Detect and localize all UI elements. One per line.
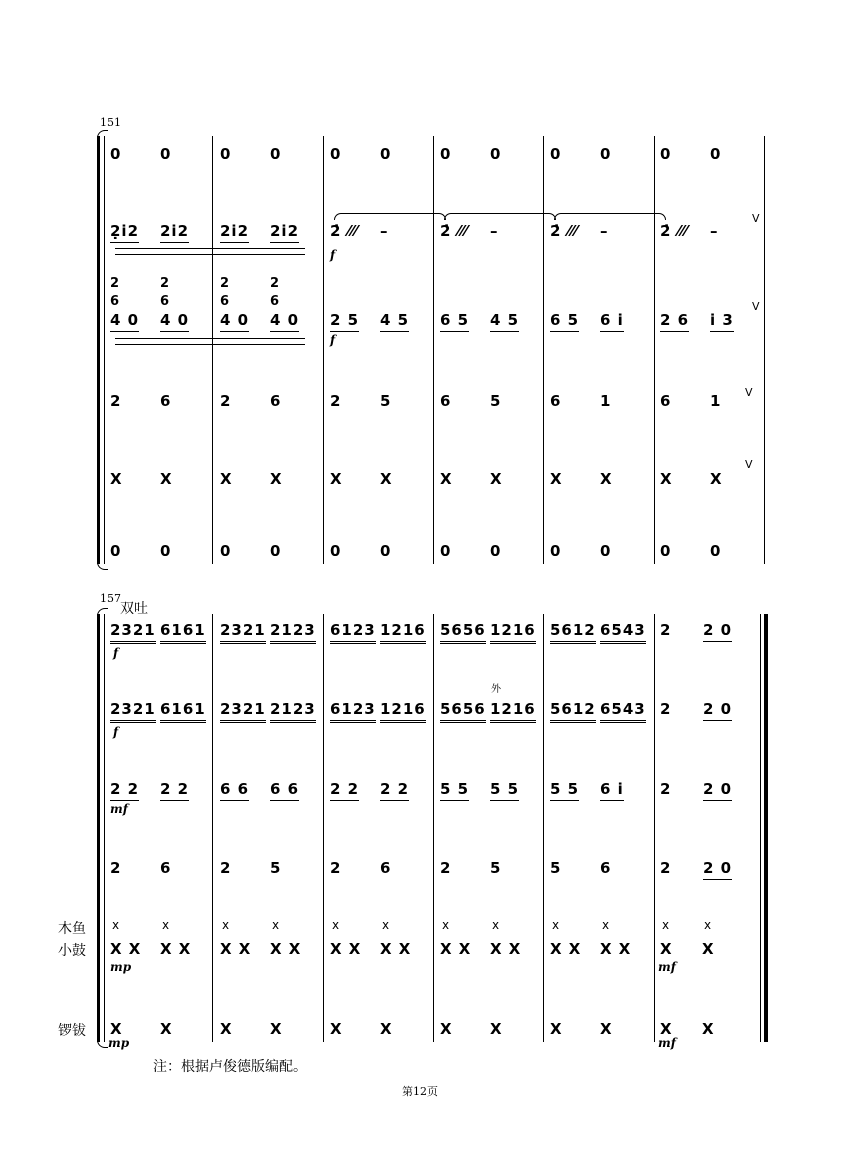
note: 2 (110, 859, 122, 877)
hairpin-line (115, 344, 305, 345)
percussion-hit: X X (380, 940, 412, 958)
s1-barline-2 (323, 136, 324, 564)
note-group: 2 0 (703, 859, 732, 880)
percussion-hit: X (702, 1020, 715, 1038)
note-group: 2 0 (703, 780, 732, 801)
percussion-hit: X (660, 940, 673, 958)
note: 2 (330, 392, 342, 410)
note-group: 1216 (490, 700, 536, 723)
percussion-hit: X (330, 1020, 343, 1038)
technique-mark: 外 (491, 684, 501, 695)
note-group: 2 2 (160, 780, 189, 801)
note: 6 (160, 392, 172, 410)
dynamic-mark: mf (658, 960, 676, 974)
note-group: 6123 (330, 621, 376, 644)
note: 6 (440, 392, 452, 410)
percussion-hit: x (492, 918, 501, 932)
note-group: 2i2 (160, 222, 189, 243)
s2-barline-3 (433, 614, 434, 1042)
page-number: 第12页 (402, 1085, 438, 1098)
note-group: 4 0 (270, 311, 299, 332)
note-group: 2321 (110, 621, 156, 644)
note-group: 2i2 (270, 222, 299, 243)
percussion-hit: X X (110, 940, 142, 958)
chord-mid: 6 (270, 294, 281, 309)
percussion-hit: X X (440, 940, 472, 958)
note: 6 (380, 859, 392, 877)
percussion-hit: x (272, 918, 281, 932)
dynamic-mark: mf (110, 802, 128, 816)
s1-barline-5 (654, 136, 655, 564)
percussion-hit: x (552, 918, 561, 932)
note: 6 (600, 859, 612, 877)
note-group: 4 5 (380, 311, 409, 332)
note: 0 (220, 145, 232, 163)
dynamic-mark: mp (108, 1036, 130, 1050)
tremolo-note: 2̇ ⁄⁄⁄ (660, 222, 689, 240)
percussion-hit: X X (270, 940, 302, 958)
dynamic-mark: f (113, 725, 119, 739)
tie-arc (444, 213, 556, 220)
note: 0 (110, 542, 122, 560)
note-group: 6123 (330, 700, 376, 723)
hairpin-line (115, 254, 305, 255)
percussion-hit: X X (220, 940, 252, 958)
note: 5 (490, 392, 502, 410)
percussion-hit: X (160, 1020, 173, 1038)
note-group: 2123 (270, 621, 316, 644)
note: 1 (600, 392, 612, 410)
note: 2 (660, 621, 672, 639)
dynamic-mark: f (113, 646, 119, 660)
percussion-hit: X (490, 470, 503, 488)
note-group: 6543 (600, 700, 646, 723)
note: 0 (710, 542, 722, 560)
note: 5 (550, 859, 562, 877)
instrument-label-luobo: 锣钹 (58, 1023, 86, 1039)
chord-mid: 6 (110, 294, 121, 309)
note: 2 (660, 780, 672, 798)
note: 0 (380, 542, 392, 560)
percussion-hit: x (662, 918, 671, 932)
note-group: 6 5 (550, 311, 579, 332)
s1-barline-3 (433, 136, 434, 564)
note-group: 6 i (600, 311, 624, 332)
percussion-hit: X X (160, 940, 192, 958)
instrument-label-muyu: 木鱼 (58, 921, 86, 937)
note: 5 (270, 859, 282, 877)
percussion-hit: X (660, 470, 673, 488)
system1-left-line (104, 136, 105, 564)
percussion-hit: X (270, 470, 283, 488)
s2-barline-1 (212, 614, 213, 1042)
note: 0 (490, 145, 502, 163)
percussion-hit: X X (490, 940, 522, 958)
system1-bracket (97, 136, 100, 564)
note: 2 (220, 859, 232, 877)
hold-dash: – (490, 222, 499, 240)
note-group: 2321 (220, 700, 266, 723)
hairpin-line (115, 338, 305, 339)
note: 0 (380, 145, 392, 163)
note-group: 5656 (440, 700, 486, 723)
note-group: 1216 (380, 621, 426, 644)
percussion-hit: x (332, 918, 341, 932)
note: 0 (440, 542, 452, 560)
percussion-hit: x (602, 918, 611, 932)
percussion-hit: X (600, 1020, 613, 1038)
percussion-hit: x (162, 918, 171, 932)
note-group: 2 6 (660, 311, 689, 332)
percussion-hit: X (380, 470, 393, 488)
note-group: 4 0 (110, 311, 139, 332)
percussion-hit: X (550, 1020, 563, 1038)
percussion-hit: X X (550, 940, 582, 958)
note: 2 (660, 859, 672, 877)
note: 6 (660, 392, 672, 410)
dynamic-mark: f (330, 248, 336, 262)
note-group: 2 0 (703, 700, 732, 721)
percussion-hit: x (442, 918, 451, 932)
note-group: 6543 (600, 621, 646, 644)
note-group: 2123 (270, 700, 316, 723)
note-group: 6 6 (270, 780, 299, 801)
breath-mark: V (745, 386, 753, 399)
note: 0 (330, 145, 342, 163)
note: 0 (660, 145, 672, 163)
note-group: 2321 (220, 621, 266, 644)
note: 0 (330, 542, 342, 560)
technique-label: 双吐 (120, 601, 148, 617)
chord-top: 2 (110, 276, 121, 291)
dynamic-mark: mp (110, 960, 132, 974)
note: 0 (270, 145, 282, 163)
note: 0 (270, 542, 282, 560)
percussion-hit: X (660, 1020, 673, 1038)
note-group: 6161 (160, 621, 206, 644)
note: 6 (160, 859, 172, 877)
percussion-hit: X (110, 470, 123, 488)
percussion-hit: X X (330, 940, 362, 958)
tie-arc (334, 213, 446, 220)
note-group: 5612 (550, 621, 596, 644)
chord-top: 2 (220, 276, 231, 291)
note: 2 (220, 392, 232, 410)
measure-number-151: 151 (100, 116, 121, 129)
note-group: 4 0 (160, 311, 189, 332)
system2-left-line (104, 614, 105, 1042)
percussion-hit: X (160, 470, 173, 488)
s2-barline-5 (654, 614, 655, 1042)
note: 2 (110, 392, 122, 410)
percussion-hit: x (222, 918, 231, 932)
note-group: i 3 (710, 311, 734, 332)
chord-top: 2 (270, 276, 281, 291)
percussion-hit: X (110, 1020, 123, 1038)
chord-mid: 6 (160, 294, 171, 309)
note-group: 6 5 (440, 311, 469, 332)
percussion-hit: X (440, 1020, 453, 1038)
tie-arc (554, 213, 666, 220)
note-group: 5 5 (550, 780, 579, 801)
breath-mark: V (752, 212, 760, 225)
note-group: 5 5 (490, 780, 519, 801)
percussion-hit: X (490, 1020, 503, 1038)
s2-barline-2 (323, 614, 324, 1042)
note-group: 2 2 (330, 780, 359, 801)
note-group: 2̣i2 (110, 222, 139, 243)
s1-barline-6 (764, 136, 765, 564)
percussion-hit: X (600, 470, 613, 488)
percussion-hit: X (440, 470, 453, 488)
note: 0 (160, 145, 172, 163)
percussion-hit: x (382, 918, 391, 932)
note: 2 (330, 859, 342, 877)
note-group: 2321 (110, 700, 156, 723)
note-group: 1216 (490, 621, 536, 644)
note: 0 (600, 542, 612, 560)
s1-barline-4 (543, 136, 544, 564)
note: 0 (710, 145, 722, 163)
note: 0 (660, 542, 672, 560)
note-group: 2 5 (330, 311, 359, 332)
percussion-hit: X (220, 470, 233, 488)
note: 0 (600, 145, 612, 163)
tremolo-note: 2̇ ⁄⁄⁄ (330, 222, 359, 240)
breath-mark: V (745, 458, 753, 471)
note-group: 2 0 (703, 621, 732, 642)
dynamic-mark: mf (658, 1036, 676, 1050)
breath-mark: V (752, 300, 760, 313)
note-group: 1216 (380, 700, 426, 723)
note: 1 (710, 392, 722, 410)
measure-number-157: 157 (100, 592, 121, 605)
note: 0 (160, 542, 172, 560)
note: 6 (270, 392, 282, 410)
percussion-hit: X (380, 1020, 393, 1038)
percussion-hit: X (550, 470, 563, 488)
note: 0 (550, 145, 562, 163)
note-group: 5656 (440, 621, 486, 644)
percussion-hit: X (710, 470, 723, 488)
note: 0 (220, 542, 232, 560)
note: 0 (110, 145, 122, 163)
percussion-hit: x (704, 918, 713, 932)
hold-dash: – (710, 222, 719, 240)
note: 2 (660, 700, 672, 718)
chord-top: 2 (160, 276, 171, 291)
note: 5 (490, 859, 502, 877)
system2-bracket (97, 614, 100, 1042)
percussion-hit: x (112, 918, 121, 932)
note: 5 (380, 392, 392, 410)
percussion-hit: X (220, 1020, 233, 1038)
percussion-hit: X (702, 940, 715, 958)
footnote: 注：根据卢俊德版编配。 (153, 1059, 307, 1075)
note: 0 (550, 542, 562, 560)
dynamic-mark: f (330, 333, 336, 347)
s2-barline-6 (760, 614, 761, 1042)
note-group: 5 5 (440, 780, 469, 801)
hold-dash: – (600, 222, 609, 240)
note-group: 2 2 (110, 780, 139, 801)
hairpin-line (115, 248, 305, 249)
percussion-hit: X (270, 1020, 283, 1038)
instrument-label-xiaogu: 小鼓 (58, 943, 86, 959)
note: 6 (550, 392, 562, 410)
note-group: 5612 (550, 700, 596, 723)
note-group: 4 5 (490, 311, 519, 332)
percussion-hit: X (330, 470, 343, 488)
chord-mid: 6 (220, 294, 231, 309)
note-group: 6 i (600, 780, 624, 801)
tremolo-note: 2̇ ⁄⁄⁄ (550, 222, 579, 240)
note: 0 (440, 145, 452, 163)
note-group: 6161 (160, 700, 206, 723)
note-group: 6 6 (220, 780, 249, 801)
s1-barline-1 (212, 136, 213, 564)
note-group: 2i2 (220, 222, 249, 243)
note: 2 (440, 859, 452, 877)
note: 0 (490, 542, 502, 560)
tremolo-note: 2̇ ⁄⁄⁄ (440, 222, 469, 240)
s2-barline-4 (543, 614, 544, 1042)
percussion-hit: X X (600, 940, 632, 958)
final-barline (764, 614, 768, 1042)
hold-dash: – (380, 222, 389, 240)
note-group: 4 0 (220, 311, 249, 332)
note-group: 2 2 (380, 780, 409, 801)
